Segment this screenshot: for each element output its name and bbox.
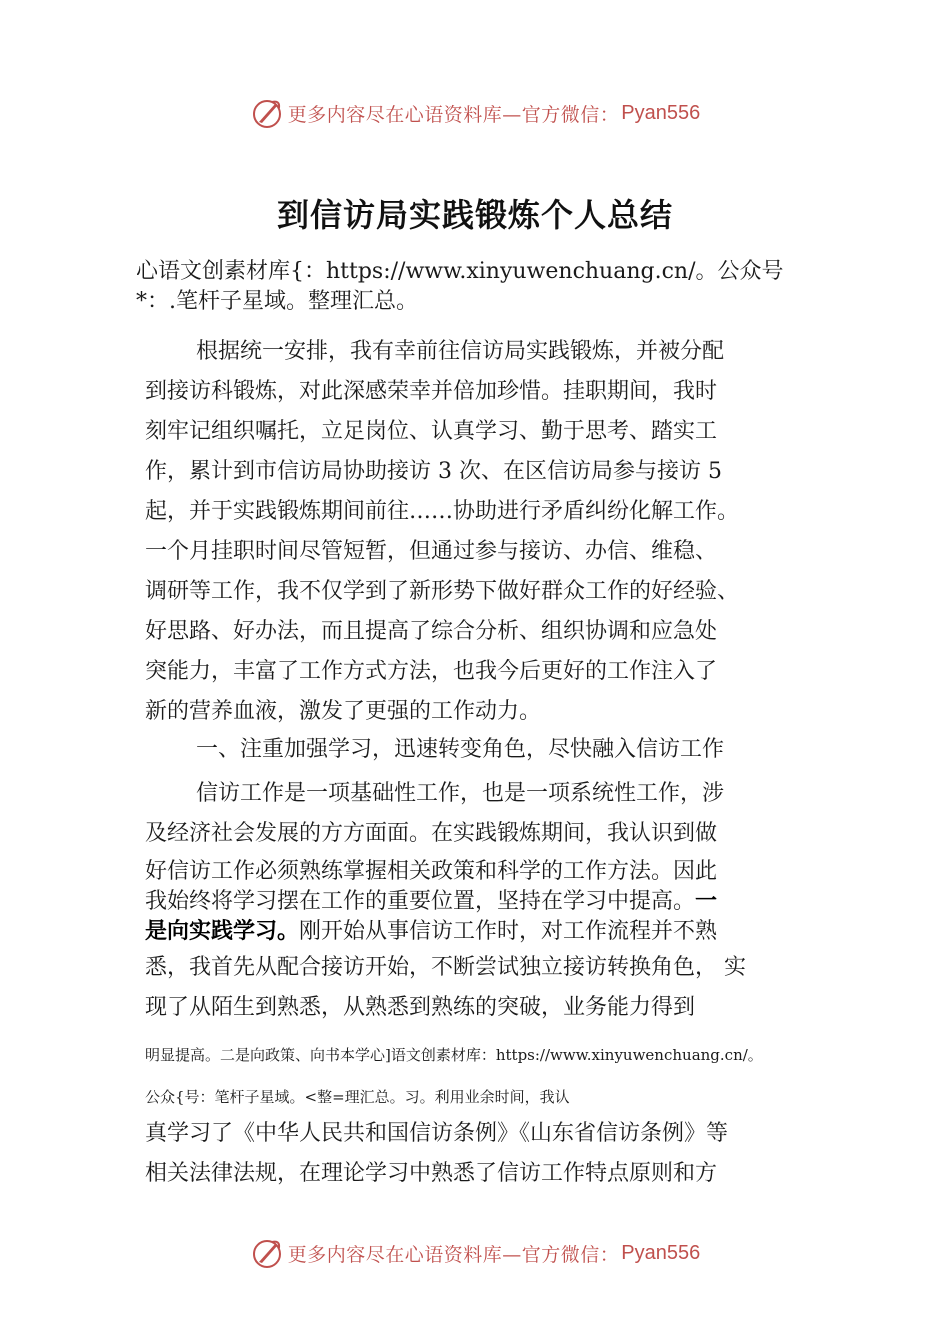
paragraph-line xyxy=(145,914,717,945)
paragraph-line: 根据统一安排，我有幸前往信访局实践锻炼，并被分配 xyxy=(196,339,725,364)
paragraph-line: 相关法律法规，在理论学习中熟悉了信访工作特点原则和方 xyxy=(145,1161,718,1186)
bold-text-run: 一 xyxy=(695,889,718,914)
paragraph-line xyxy=(145,884,717,915)
paragraph-line: 及经济社会发展的方方面面。在实践锻炼期间，我认识到做 xyxy=(145,821,718,846)
quill-logo-icon xyxy=(250,1236,284,1270)
paragraph-line: 新的营养血液，激发了更强的工作动力。 xyxy=(145,699,542,724)
paragraph-line: 作，累计到市信访局协助接访 3 次、在区信访局参与接访 5 xyxy=(145,459,722,484)
section-heading: 一、注重加强学习，迅速转变角色，尽快融入信访工作 xyxy=(196,737,725,762)
paragraph-line: 起，并于实践锻炼期间前往……协助进行矛盾纠纷化解工作。 xyxy=(145,499,740,524)
paragraph-line: 好信访工作必须熟练掌握相关政策和科学的工作方法。因此 xyxy=(145,859,718,884)
paragraph-line: 真学习了《中华人民共和国信访条例》《山东省信访条例》等 xyxy=(145,1121,729,1146)
paragraph-small-line: 明显提高。二是向政策、向书本学心]语文创素材库：https://www.xinyuwenchuang.cn/。 xyxy=(145,1046,763,1064)
banner-slogan: 更多内容尽在心语资料库—官方微信： xyxy=(287,103,620,126)
banner-wechat-handle: Pyan556 xyxy=(621,101,701,124)
footer-banner xyxy=(0,1236,950,1270)
text-run: 我始终将学习摆在工作的重要位置，坚持在学习中提高。 xyxy=(145,889,696,914)
paragraph-line: 现了从陌生到熟悉，从熟悉到熟练的突破，业务能力得到 xyxy=(145,995,696,1020)
banner-slogan: 更多内容尽在心语资料库—官方微信： xyxy=(287,1243,620,1266)
paragraph-line: 一个月挂职时间尽管短暂，但通过参与接访、办信、维稳、 xyxy=(145,539,718,564)
text-run: 刚开始从事信访工作时，对工作流程并不熟 xyxy=(299,919,718,944)
paragraph-line: 悉，我首先从配合接访开始，不断尝试独立接访转换角色， 实 xyxy=(145,955,746,980)
quill-logo-icon xyxy=(250,96,284,130)
source-line-2: *：.笔杆子星域。整理汇总。 xyxy=(136,289,418,314)
header-banner xyxy=(0,96,950,130)
paragraph-line: 信访工作是一项基础性工作，也是一项系统性工作，涉 xyxy=(196,781,725,806)
paragraph-line: 好思路、好办法，而且提高了综合分析、组织协调和应急处 xyxy=(145,619,718,644)
document-title: 到信访局实践锻炼个人总结 xyxy=(276,196,673,234)
banner-wechat-handle: Pyan556 xyxy=(621,1241,701,1264)
paragraph-line: 到接访科锻炼，对此深感荣幸并倍加珍惜。挂职期间，我时 xyxy=(145,379,718,404)
paragraph-small-line: 公众{号：笔杆子星域。<整=理汇总。习。利用业余时间，我认 xyxy=(145,1088,570,1106)
paragraph-line: 刻牢记组织嘱托，立足岗位、认真学习、勤于思考、踏实工 xyxy=(145,419,718,444)
paragraph-line: 调研等工作，我不仅学到了新形势下做好群众工作的好经验、 xyxy=(145,579,740,604)
source-line-1: 心语文创素材库{：https://www.xinyuwenchuang.cn/。公众号 xyxy=(136,259,784,284)
paragraph-line: 突能力，丰富了工作方式方法，也我今后更好的工作注入了 xyxy=(145,659,718,684)
bold-text-run: 是向实践学习。 xyxy=(145,919,300,944)
